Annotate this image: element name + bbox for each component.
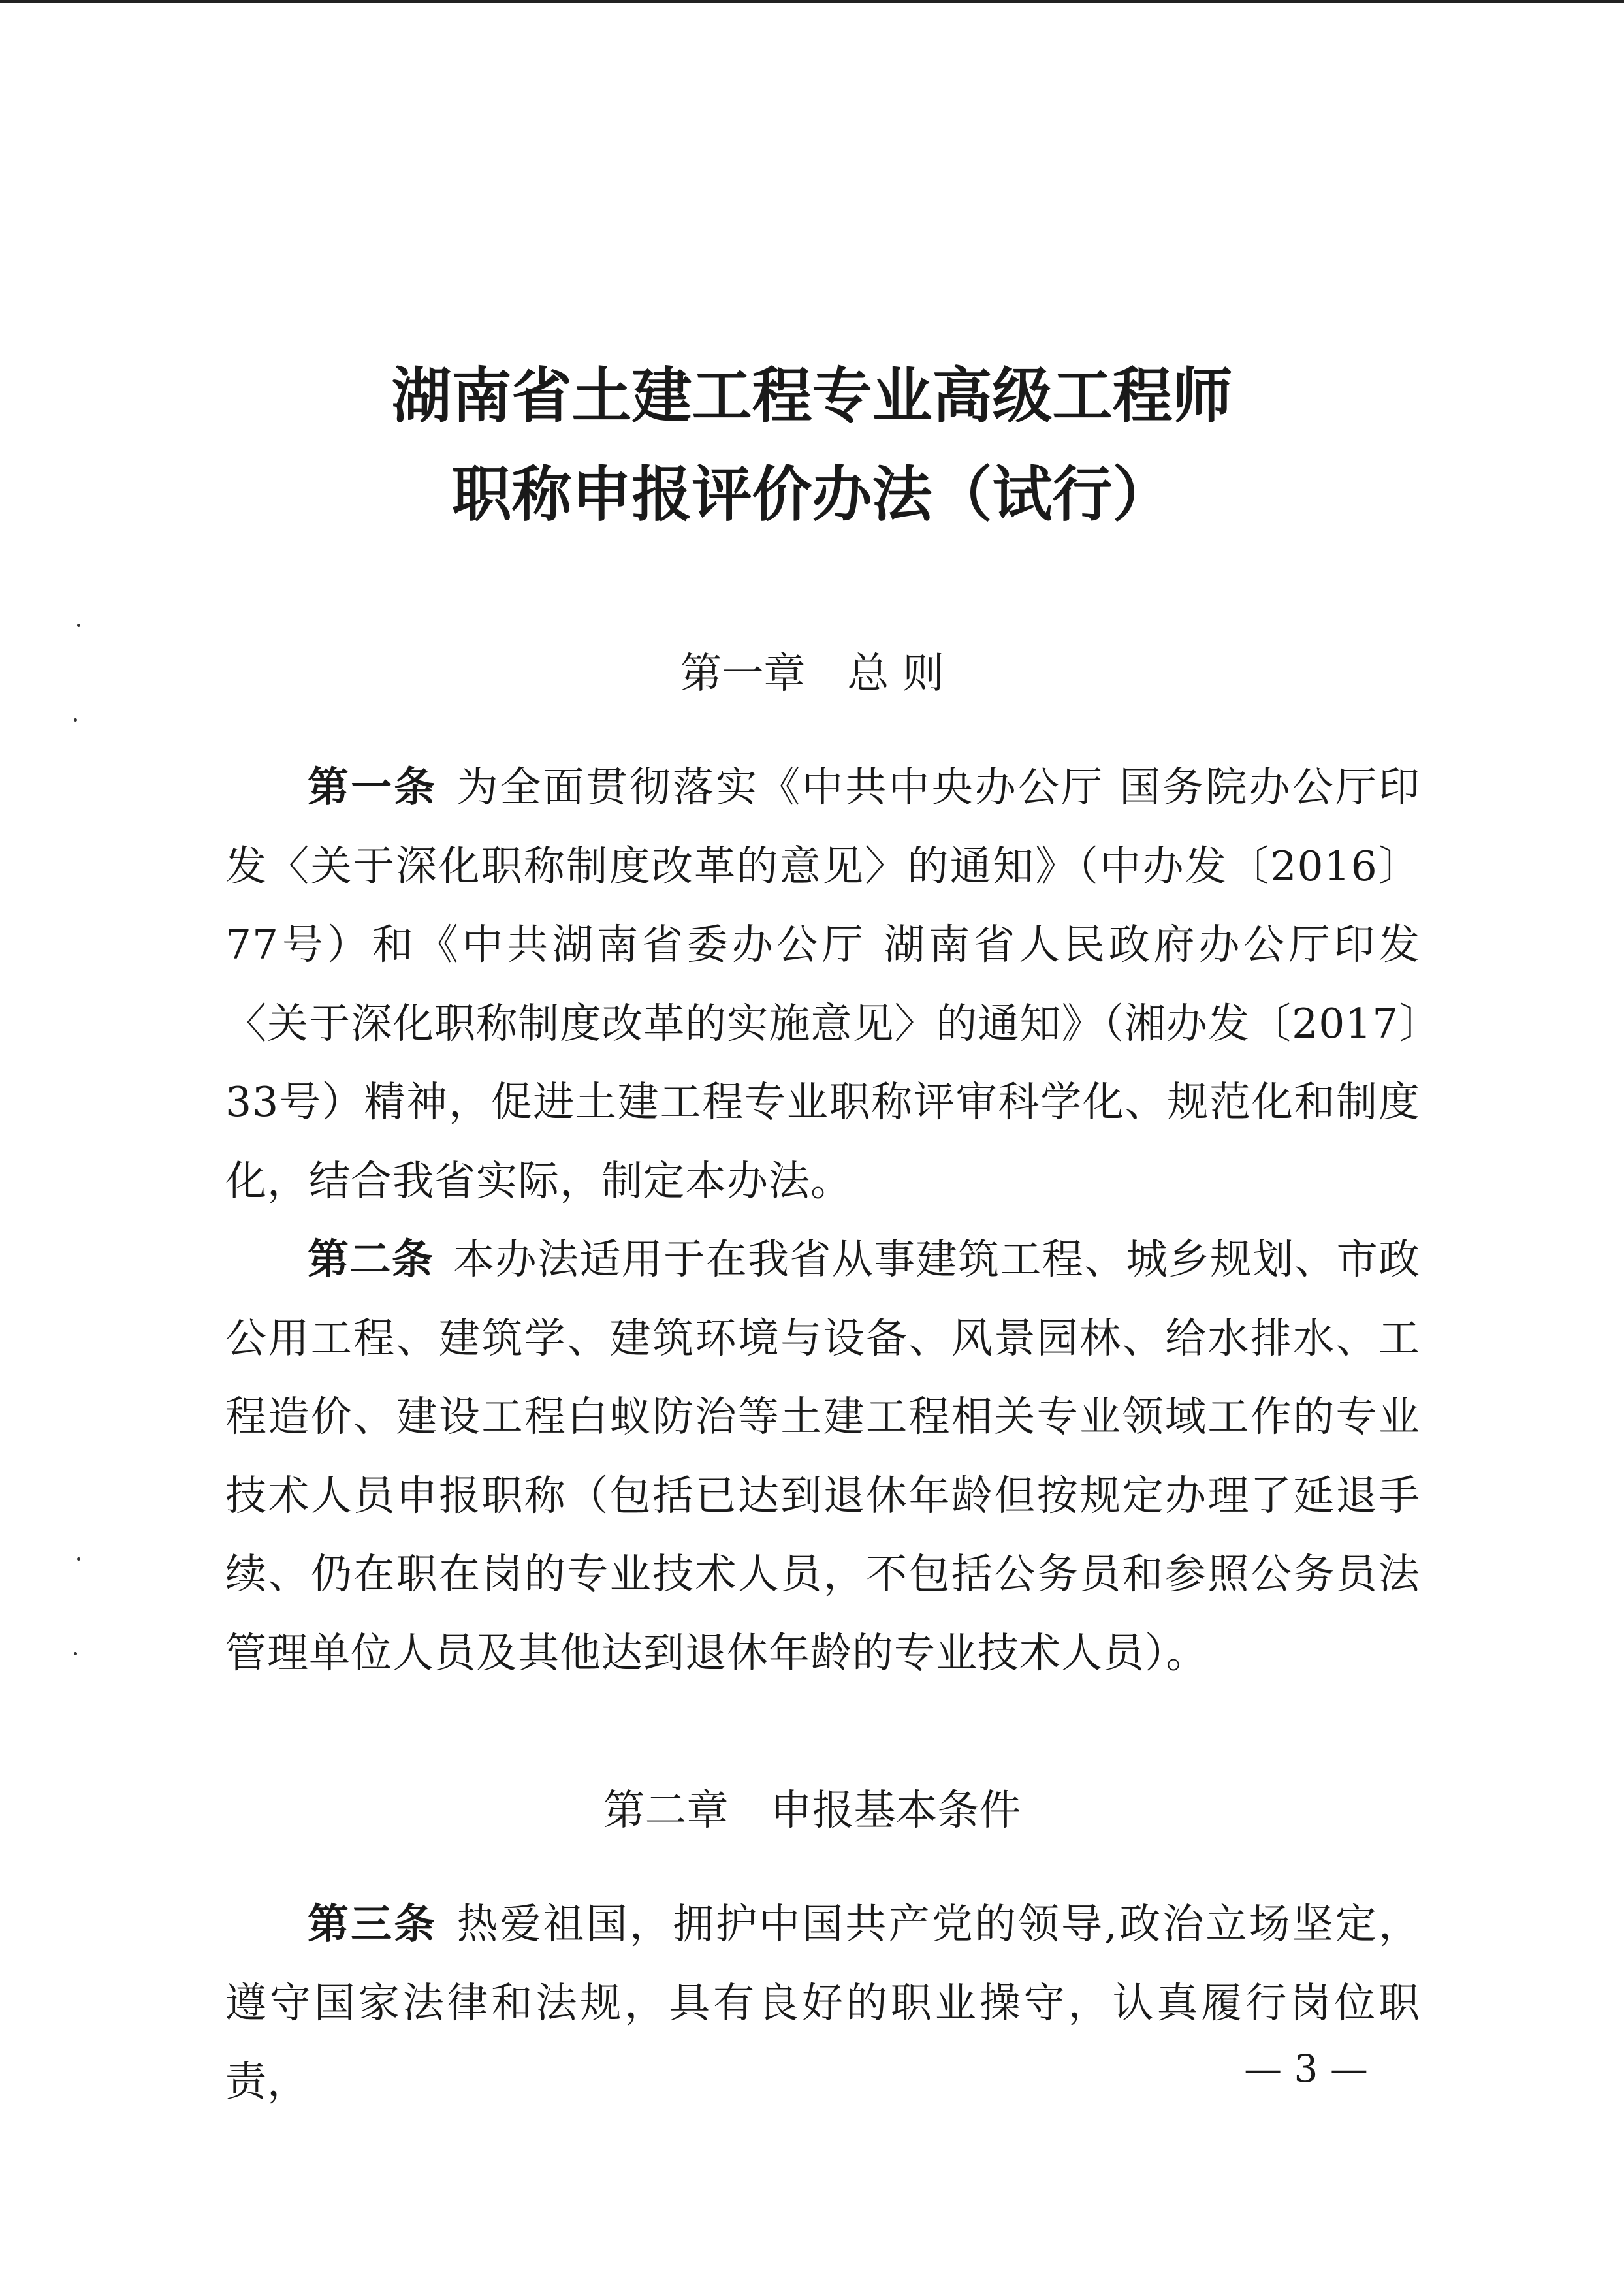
top-border-line (0, 0, 1624, 3)
article-1 (225, 748, 1420, 1220)
article-2 (225, 1220, 1420, 1693)
scan-mark (77, 1557, 80, 1561)
article-2-text: 本办法适用于在我省从事建筑工程、城乡规划、市政公用工程、建筑学、建筑环境与设备、风景园林、给水排水、工程造价、建设工程白蚁防治等土建工程相关专业领域工作的专业技术人员申报职称（包括已达到退休年龄但按规定办理了延退手续、仍在职在岗的专业技术人员，不包括公务员和参照公务员法管理单位人员及其他达到退休年龄的专业技术人员）。 (225, 1235, 1421, 1677)
chapter-heading-1: 第一章 总 则 (680, 650, 944, 698)
article-3-label: 第三条 (308, 1900, 438, 1948)
scan-mark (74, 718, 77, 722)
document-title-line-1: 湖南省土建工程专业高级工程师 (391, 361, 1233, 431)
article-3-text: 热爱祖国，拥护中国共产党的领导,政治立场坚定，遵守国家法律和法规，具有良好的职业操守，认真履行岗位职责， (225, 1900, 1420, 2105)
document-title-line-2: 职称申报评价办法（试行） (451, 460, 1173, 530)
article-2-label: 第二条 (308, 1235, 434, 1283)
page-number: — 3 — (1244, 2046, 1368, 2091)
scan-mark (77, 624, 80, 627)
article-1-text: 为全面贯彻落实《中共中央办公厅 国务院办公厅印发〈关于深化职称制度改革的意见〉的通知》（中办发〔2016〕77号）和《中共湖南省委办公厅 湖南省人民政府办公厅印发〈关于深化职称制度改革的实施意见〉的通知》（湘办发〔2017〕33号）精神，促进土建工程专业职称评审科学化、规范化和制度化，结合我省实际，制定本办法。 (225, 763, 1420, 1205)
scan-mark (74, 1652, 77, 1655)
chapter-heading-2: 第二章 申报基本条件 (603, 1787, 1021, 1835)
article-1-label: 第一条 (308, 763, 438, 811)
